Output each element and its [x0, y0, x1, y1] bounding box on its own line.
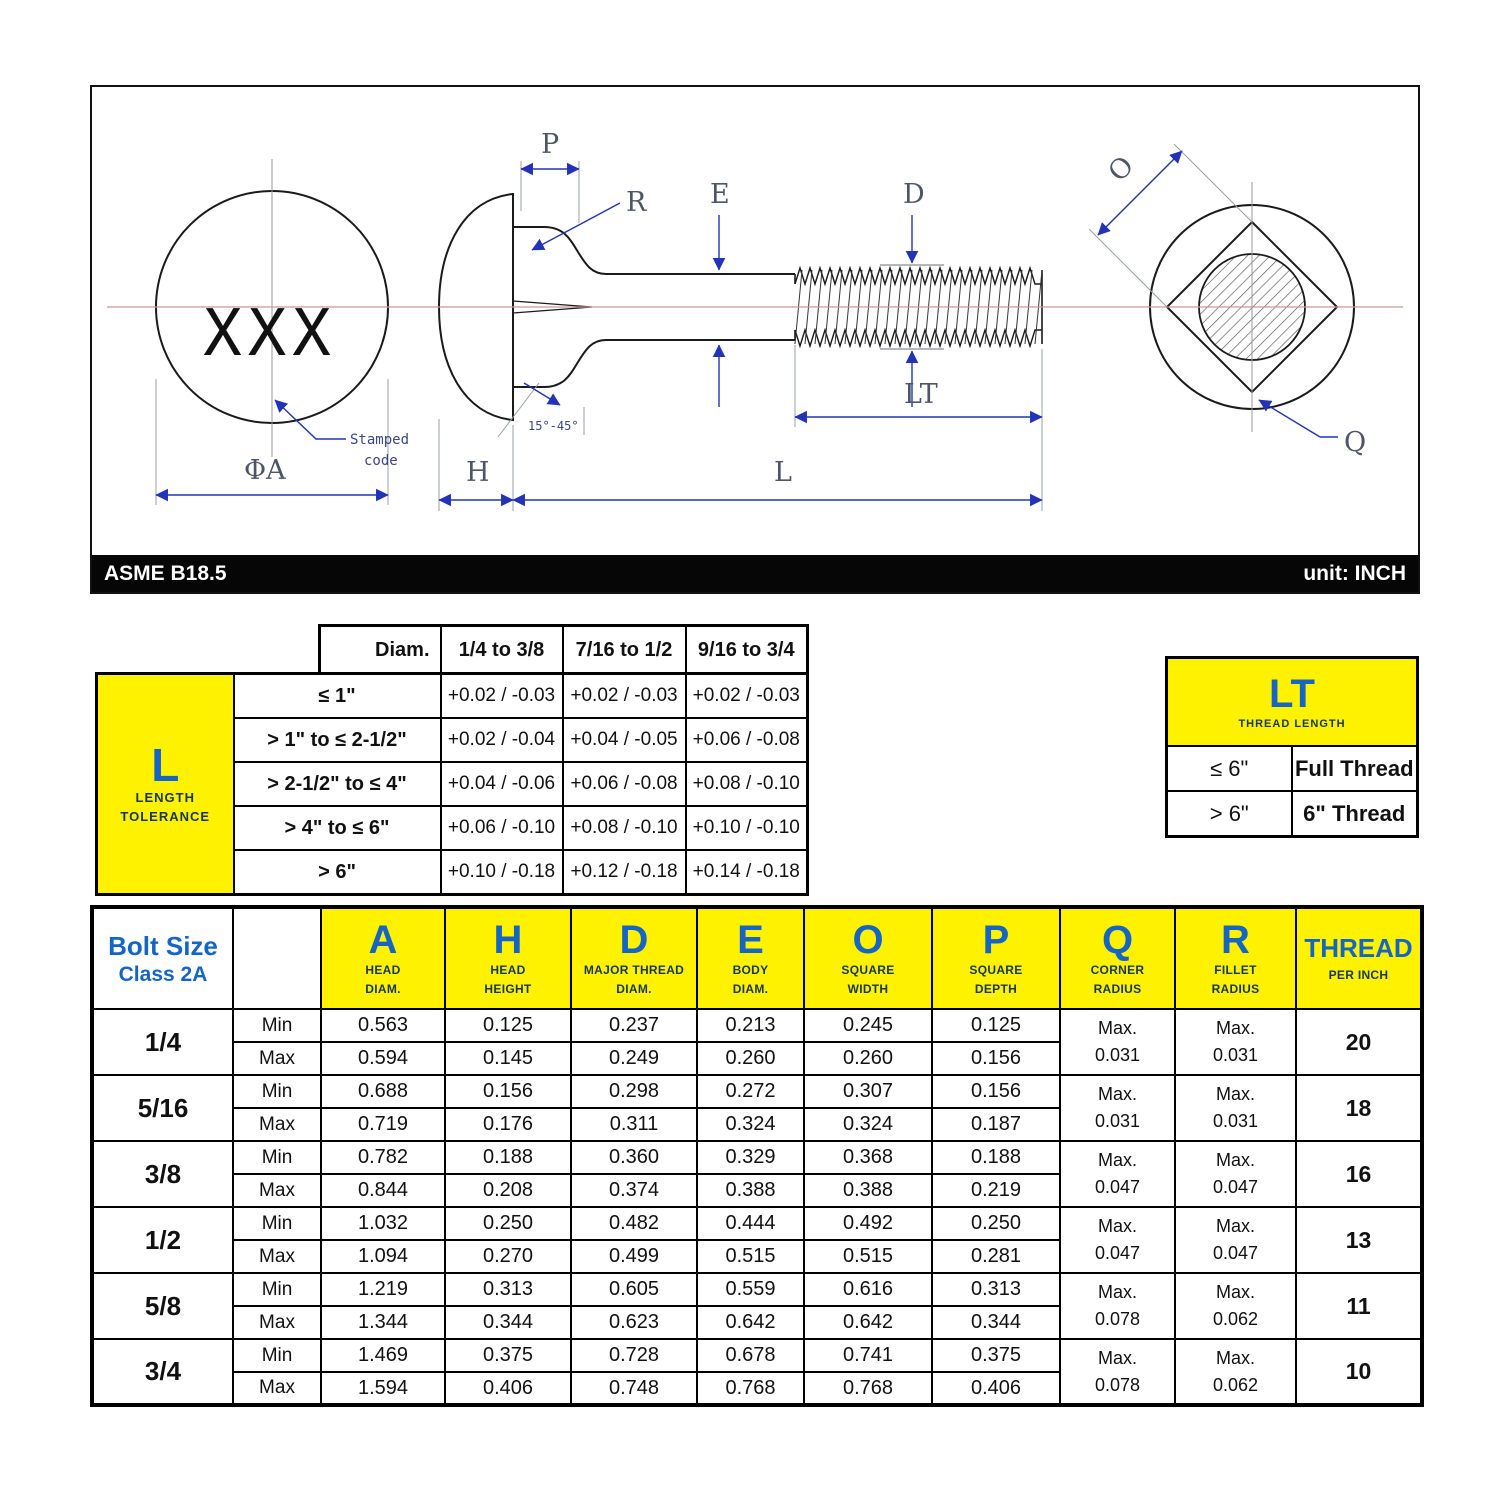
- column-subname-2: WIDTH: [847, 981, 889, 996]
- max-label: Max: [233, 1042, 321, 1075]
- tolerance-value-1: +0.08 / -0.10: [563, 806, 686, 850]
- carriage-bolt-drawing: [92, 87, 1418, 553]
- r-max-value: 0.031: [1212, 1111, 1259, 1131]
- diam-range-2-header: 7/16 to 1/2: [563, 626, 686, 675]
- max-value-3: 0.388: [697, 1174, 804, 1207]
- q-max-value: 0.047: [1094, 1177, 1141, 1197]
- min-label: Min: [233, 1141, 321, 1174]
- r-max-label: Max.: [1215, 1347, 1255, 1368]
- column-subname-1: BODY: [732, 962, 769, 977]
- column-subname-2: HEIGHT: [484, 981, 532, 996]
- tolerance-value-0: +0.10 / -0.18: [441, 850, 563, 895]
- bolt-size-title: Bolt Size: [108, 931, 218, 962]
- column-subname-2: RADIUS: [1093, 981, 1142, 996]
- min-value-2: 0.360: [571, 1141, 697, 1174]
- max-value-5: 0.344: [932, 1306, 1060, 1339]
- column-header-q: [1060, 907, 1175, 1009]
- column-subname-1: FILLET: [1214, 962, 1257, 977]
- q-max-value: 0.078: [1094, 1374, 1141, 1395]
- label-h: H: [466, 457, 490, 488]
- r-max-value: 0.062: [1212, 1374, 1259, 1395]
- label-o: O: [1102, 150, 1141, 188]
- stamped-code-marks: XXX: [203, 297, 337, 371]
- min-value-3: 0.213: [697, 1009, 804, 1042]
- bolt-row-min: [92, 1207, 1422, 1240]
- column-subname-1: MAJOR THREAD: [583, 962, 685, 977]
- min-value-1: 0.188: [445, 1141, 571, 1174]
- max-value-1: 0.344: [445, 1306, 571, 1339]
- corner-radius-cell: [1060, 1009, 1175, 1075]
- r-max-value: 0.031: [1212, 1045, 1259, 1065]
- label-e: E: [710, 179, 730, 210]
- min-label: Min: [233, 1273, 321, 1306]
- bolt-size-header-cell: [92, 907, 233, 1009]
- vertical-centerlines: [272, 159, 1252, 457]
- min-value-2: 0.237: [571, 1009, 697, 1042]
- max-value-0: 1.594: [321, 1372, 445, 1405]
- max-value-3: 0.515: [697, 1240, 804, 1273]
- dimension-letters: [244, 129, 1366, 488]
- r-max-label: Max.: [1215, 1084, 1255, 1104]
- tolerance-value-1: +0.12 / -0.18: [563, 850, 686, 895]
- min-value-5: 0.156: [932, 1075, 1060, 1108]
- fillet-radius-cell: [1175, 1141, 1296, 1207]
- tolerance-value-2: +0.06 / -0.08: [686, 718, 808, 762]
- standard-label: ASME B18.5: [104, 561, 227, 585]
- thread-length-row: [1167, 791, 1418, 837]
- min-value-5: 0.250: [932, 1207, 1060, 1240]
- column-subname-1: CORNER: [1090, 962, 1145, 977]
- q-max-value: 0.078: [1094, 1309, 1141, 1329]
- bolt-size-value: 1/4: [92, 1009, 233, 1075]
- label-lt: LT: [904, 379, 938, 410]
- column-header-o: [804, 907, 932, 1009]
- label-d: D: [903, 179, 925, 210]
- diam-range-3-header: 9/16 to 3/4: [686, 626, 808, 675]
- column-letter: R: [1221, 917, 1250, 962]
- column-header-d: [571, 907, 697, 1009]
- max-value-1: 0.145: [445, 1042, 571, 1075]
- length-tolerance-row: [97, 674, 808, 719]
- corner-radius-cell: [1060, 1273, 1175, 1339]
- q-max-value: 0.031: [1094, 1111, 1141, 1131]
- max-value-4: 0.642: [804, 1306, 932, 1339]
- r-max-label: Max.: [1215, 1018, 1255, 1038]
- min-value-3: 0.329: [697, 1141, 804, 1174]
- bolt-size-value: 5/8: [92, 1273, 233, 1339]
- bolt-row-min: [92, 1339, 1422, 1372]
- threads-per-inch-value: 13: [1296, 1207, 1422, 1273]
- threads-per-inch-value: 18: [1296, 1075, 1422, 1141]
- column-subname-1: SQUARE: [841, 962, 895, 977]
- min-value-4: 0.492: [804, 1207, 932, 1240]
- max-value-2: 0.249: [571, 1042, 697, 1075]
- min-value-4: 0.616: [804, 1273, 932, 1306]
- bolt-size-class: Class 2A: [118, 962, 208, 986]
- length-tolerance-header-row: [318, 624, 809, 676]
- length-range: > 4" to ≤ 6": [234, 806, 441, 850]
- q-max-label: Max.: [1097, 1216, 1137, 1236]
- column-subname-2: RADIUS: [1211, 981, 1260, 996]
- thread-length-condition: > 6": [1167, 791, 1292, 837]
- thread-length-header: [1167, 658, 1418, 747]
- max-value-0: 1.094: [321, 1240, 445, 1273]
- column-header-r: [1175, 907, 1296, 1009]
- max-value-1: 0.270: [445, 1240, 571, 1273]
- bolt-row-min: [92, 1273, 1422, 1306]
- technical-drawing-panel: [90, 85, 1420, 594]
- min-value-0: 0.688: [321, 1075, 445, 1108]
- r-max-label: Max.: [1215, 1150, 1255, 1170]
- max-value-0: 1.344: [321, 1306, 445, 1339]
- q-max-value: 0.047: [1094, 1243, 1141, 1263]
- column-subname-2: DIAM.: [365, 981, 401, 996]
- q-max-label: Max.: [1097, 1282, 1137, 1302]
- length-tolerance-table: [95, 672, 809, 896]
- min-label: Min: [233, 1339, 321, 1372]
- column-subname-2: DIAM.: [616, 981, 652, 996]
- r-max-label: Max.: [1215, 1216, 1255, 1236]
- chamfer-angle-note: 15°-45°: [528, 419, 579, 433]
- label-q: Q: [1344, 427, 1367, 458]
- thread-per-inch-header: [1296, 907, 1422, 1009]
- max-label: Max: [233, 1174, 321, 1207]
- column-letter: O: [852, 917, 884, 962]
- r-max-value: 0.047: [1212, 1177, 1259, 1197]
- bolt-row-min: [92, 1075, 1422, 1108]
- column-letter: E: [737, 917, 764, 962]
- length-range: ≤ 1": [234, 674, 441, 719]
- bolt-dimension-table: [90, 905, 1424, 1407]
- max-value-5: 0.156: [932, 1042, 1060, 1075]
- stamped-note-line2: code: [364, 453, 398, 469]
- min-value-0: 0.782: [321, 1141, 445, 1174]
- min-value-1: 0.313: [445, 1273, 571, 1306]
- length-range: > 1" to ≤ 2-1/2": [234, 718, 441, 762]
- threads-per-inch-value: 16: [1296, 1141, 1422, 1207]
- min-value-5: 0.375: [932, 1339, 1060, 1372]
- column-letter: Q: [1101, 917, 1134, 962]
- tolerance-value-0: +0.04 / -0.06: [441, 762, 563, 806]
- max-value-5: 0.406: [932, 1372, 1060, 1405]
- fillet-radius-cell: [1175, 1207, 1296, 1273]
- min-value-3: 0.678: [697, 1339, 804, 1372]
- max-label: Max: [233, 1240, 321, 1273]
- max-value-3: 0.324: [697, 1108, 804, 1141]
- bolt-size-value: 1/2: [92, 1207, 233, 1273]
- column-subname-1: HEAD: [490, 962, 526, 977]
- min-value-0: 0.563: [321, 1009, 445, 1042]
- bolt-size-value: 5/16: [92, 1075, 233, 1141]
- thread-length-condition: ≤ 6": [1167, 746, 1292, 791]
- column-subname-1: SQUARE: [969, 962, 1023, 977]
- column-letter: H: [493, 917, 523, 962]
- fillet-radius-cell: [1175, 1075, 1296, 1141]
- column-header-a: [321, 907, 445, 1009]
- min-label: Min: [233, 1075, 321, 1108]
- min-value-2: 0.605: [571, 1273, 697, 1306]
- max-label: Max: [233, 1372, 321, 1405]
- lt-title: LT: [1269, 671, 1315, 716]
- max-value-5: 0.219: [932, 1174, 1060, 1207]
- column-header-e: [697, 907, 804, 1009]
- l-subtitle-line1: LENGTH: [135, 789, 195, 805]
- max-value-0: 0.844: [321, 1174, 445, 1207]
- corner-radius-cell: [1060, 1207, 1175, 1273]
- q-max-value: 0.031: [1094, 1045, 1141, 1065]
- stamped-note-line1: Stamped: [350, 432, 410, 448]
- r-max-value: 0.047: [1212, 1243, 1259, 1263]
- max-value-4: 0.388: [804, 1174, 932, 1207]
- column-letter: A: [368, 917, 398, 962]
- neck-shank-bottom: [513, 340, 795, 387]
- label-r: R: [626, 187, 647, 218]
- min-label: Min: [233, 1009, 321, 1042]
- corner-radius-cell: [1060, 1075, 1175, 1141]
- max-value-4: 0.260: [804, 1042, 932, 1075]
- length-range: > 6": [234, 850, 441, 895]
- fillet-radius-cell: [1175, 1009, 1296, 1075]
- label-l: L: [774, 457, 792, 488]
- thread-length-result: Full Thread: [1292, 746, 1418, 791]
- min-value-4: 0.307: [804, 1075, 932, 1108]
- min-value-4: 0.368: [804, 1141, 932, 1174]
- min-value-5: 0.313: [932, 1273, 1060, 1306]
- max-value-2: 0.499: [571, 1240, 697, 1273]
- dimension-table-header-row: [92, 907, 1422, 1009]
- threads-per-inch-value: 11: [1296, 1273, 1422, 1339]
- l-title: L: [151, 738, 180, 791]
- max-value-2: 0.311: [571, 1108, 697, 1141]
- tolerance-value-2: +0.14 / -0.18: [686, 850, 808, 895]
- max-value-0: 0.594: [321, 1042, 445, 1075]
- max-value-2: 0.748: [571, 1372, 697, 1405]
- max-value-5: 0.187: [932, 1108, 1060, 1141]
- tolerance-value-0: +0.02 / -0.04: [441, 718, 563, 762]
- min-value-0: 1.219: [321, 1273, 445, 1306]
- min-value-1: 0.156: [445, 1075, 571, 1108]
- q-max-label: Max.: [1097, 1018, 1137, 1038]
- min-label: Min: [233, 1207, 321, 1240]
- min-value-5: 0.188: [932, 1141, 1060, 1174]
- max-value-4: 0.515: [804, 1240, 932, 1273]
- tolerance-value-0: +0.02 / -0.03: [441, 674, 563, 719]
- r-max-label: Max.: [1215, 1282, 1255, 1302]
- lt-subtitle: THREAD LENGTH: [1238, 717, 1346, 730]
- max-value-3: 0.768: [697, 1372, 804, 1405]
- min-value-4: 0.245: [804, 1009, 932, 1042]
- min-value-1: 0.125: [445, 1009, 571, 1042]
- column-header-p: [932, 907, 1060, 1009]
- min-value-0: 1.032: [321, 1207, 445, 1240]
- diam-range-1-header: 1/4 to 3/8: [441, 626, 563, 675]
- column-letter: D: [619, 917, 649, 962]
- min-value-0: 1.469: [321, 1339, 445, 1372]
- blank-header-cell: [233, 907, 321, 1009]
- max-value-2: 0.374: [571, 1174, 697, 1207]
- max-value-4: 0.768: [804, 1372, 932, 1405]
- threads-per-inch-value: 20: [1296, 1009, 1422, 1075]
- q-max-label: Max.: [1097, 1347, 1137, 1368]
- thread-subtitle: PER INCH: [1328, 968, 1389, 983]
- max-value-1: 0.208: [445, 1174, 571, 1207]
- bolt-size-value: 3/4: [92, 1339, 233, 1405]
- bolt-row-min: [92, 1009, 1422, 1042]
- min-value-2: 0.728: [571, 1339, 697, 1372]
- min-value-3: 0.559: [697, 1273, 804, 1306]
- neck-shank-top: [513, 227, 795, 274]
- min-value-1: 0.375: [445, 1339, 571, 1372]
- max-value-3: 0.642: [697, 1306, 804, 1339]
- min-value-5: 0.125: [932, 1009, 1060, 1042]
- max-value-2: 0.623: [571, 1306, 697, 1339]
- threads-per-inch-value: 10: [1296, 1339, 1422, 1405]
- unit-label: unit: INCH: [1303, 561, 1406, 585]
- tolerance-value-1: +0.04 / -0.05: [563, 718, 686, 762]
- leader-stamped-code: [275, 400, 346, 439]
- column-subname-1: HEAD: [365, 962, 401, 977]
- thread-length-result: 6" Thread: [1292, 791, 1418, 837]
- q-max-label: Max.: [1097, 1150, 1137, 1170]
- column-subname-2: DEPTH: [974, 981, 1018, 996]
- min-value-3: 0.272: [697, 1075, 804, 1108]
- bolt-size-value: 3/8: [92, 1141, 233, 1207]
- length-tolerance-title-cell: [97, 674, 234, 895]
- fillet-radius-cell: [1175, 1273, 1296, 1339]
- thread-length-row: [1167, 746, 1418, 791]
- bolt-row-min: [92, 1141, 1422, 1174]
- max-value-0: 0.719: [321, 1108, 445, 1141]
- diam-header: Diam.: [320, 626, 441, 675]
- label-p: P: [541, 129, 560, 160]
- thread-title: THREAD: [1304, 933, 1413, 964]
- tolerance-value-2: +0.08 / -0.10: [686, 762, 808, 806]
- tolerance-value-0: +0.06 / -0.10: [441, 806, 563, 850]
- length-range: > 2-1/2" to ≤ 4": [234, 762, 441, 806]
- column-letter: P: [982, 917, 1010, 962]
- max-value-1: 0.176: [445, 1108, 571, 1141]
- min-value-2: 0.298: [571, 1075, 697, 1108]
- corner-radius-cell: [1060, 1339, 1175, 1405]
- tolerance-value-2: +0.02 / -0.03: [686, 674, 808, 719]
- tolerance-value-1: +0.02 / -0.03: [563, 674, 686, 719]
- max-value-5: 0.281: [932, 1240, 1060, 1273]
- min-value-3: 0.444: [697, 1207, 804, 1240]
- r-max-value: 0.062: [1212, 1309, 1259, 1329]
- l-subtitle-line2: TOLERANCE: [120, 809, 211, 824]
- leader-q: [1259, 400, 1320, 437]
- column-subname-2: DIAM.: [732, 981, 769, 996]
- max-value-1: 0.406: [445, 1372, 571, 1405]
- max-value-4: 0.324: [804, 1108, 932, 1141]
- column-header-h: [445, 907, 571, 1009]
- corner-radius-cell: [1060, 1141, 1175, 1207]
- q-max-label: Max.: [1097, 1084, 1137, 1104]
- label-phi-a: ΦA: [244, 455, 286, 486]
- tolerance-value-2: +0.10 / -0.10: [686, 806, 808, 850]
- min-value-1: 0.250: [445, 1207, 571, 1240]
- max-value-3: 0.260: [697, 1042, 804, 1075]
- min-value-4: 0.741: [804, 1339, 932, 1372]
- min-value-2: 0.482: [571, 1207, 697, 1240]
- tolerance-value-1: +0.06 / -0.08: [563, 762, 686, 806]
- max-label: Max: [233, 1108, 321, 1141]
- thread-length-table: [1165, 656, 1419, 838]
- drawing-title-bar: [92, 555, 1418, 592]
- fillet-radius-cell: [1175, 1339, 1296, 1405]
- max-label: Max: [233, 1306, 321, 1339]
